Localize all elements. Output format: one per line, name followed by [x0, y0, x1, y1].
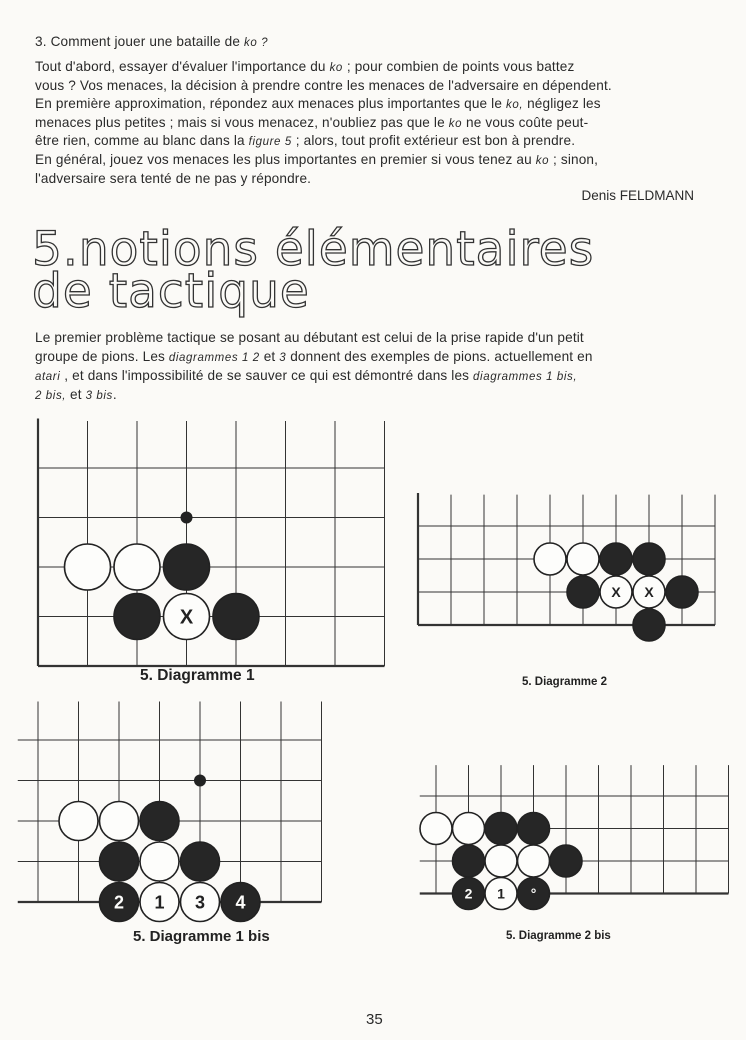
- text-run: ne vous coûte peut-: [462, 114, 589, 130]
- white-stone: [59, 802, 98, 841]
- diagram-1-bis-caption: 5. Diagramme 1 bis: [133, 928, 270, 945]
- stone-label: 1: [154, 892, 165, 913]
- stone-label: X: [179, 606, 194, 629]
- black-stone: [181, 842, 220, 881]
- ko-paragraph: [35, 58, 715, 188]
- diagram-1-caption: 5. Diagramme 1: [140, 667, 255, 684]
- text-run: vous ? Vos menaces, la décision à prendre contre les menaces de l'adversaire en dépendent.: [35, 77, 612, 93]
- marker-dot: [181, 512, 193, 524]
- section_ko.p1-line: [35, 132, 575, 151]
- stone-label: X: [644, 584, 654, 601]
- black-stone: [666, 576, 698, 608]
- diagram-2-caption: 5. Diagramme 2: [522, 676, 608, 688]
- stone-label: X: [611, 584, 621, 601]
- white-stone: [420, 813, 452, 845]
- black-stone: [550, 845, 582, 877]
- text-run: Tout d'abord, essayer d'évaluer l'importance du: [35, 59, 330, 74]
- italic-term: diagrammes 1 bis,: [473, 371, 578, 383]
- italic-term: atari: [35, 371, 61, 383]
- text-run: , et dans l'impossibilité de se sauver ce qui est démontré dans les: [60, 368, 474, 383]
- white-stone: [100, 802, 139, 841]
- board-grid: [38, 419, 385, 667]
- ko-heading-ko: ko: [244, 37, 258, 49]
- ko-heading: [35, 33, 268, 52]
- white-stone: [567, 543, 599, 575]
- section_ko.p1-line: [35, 151, 598, 170]
- white-stone: [114, 544, 160, 590]
- text-run: ; sinon,: [549, 152, 599, 167]
- italic-term: ko: [329, 62, 343, 74]
- section-title-line2: de tactique: [32, 264, 310, 319]
- black-stone: [600, 543, 632, 575]
- stone-label: 4: [235, 892, 246, 913]
- diagram-1-bis: [30, 700, 360, 913]
- italic-term: 2 bis,: [35, 390, 67, 402]
- section_ko.p1-line: [35, 77, 612, 95]
- stone-label: 3: [194, 892, 206, 913]
- signature: Denis FELDMANN: [581, 188, 694, 203]
- text-run: En première approximation, répondez aux menaces plus importantes que le: [35, 96, 506, 112]
- black-stone: [453, 845, 485, 877]
- text-run: .: [112, 387, 117, 402]
- section5.intro-line: [35, 348, 593, 367]
- marker-dot: [194, 775, 206, 787]
- stone-label: 2: [464, 885, 473, 902]
- text-run: ; pour combien de points vous battez: [342, 59, 575, 74]
- text-run: et: [259, 349, 280, 364]
- black-stone: [100, 842, 139, 881]
- text-run: donnent des exemples de pions. actuellement en: [286, 349, 593, 364]
- italic-term: ko: [535, 155, 550, 167]
- italic-term: 3: [279, 352, 287, 364]
- section-title-line1: 5.notions élémentaires: [32, 222, 595, 277]
- black-stone: [140, 802, 179, 841]
- black-stone: [485, 813, 517, 845]
- text-run: et: [66, 387, 86, 402]
- intro-paragraph: [35, 329, 715, 409]
- italic-term: ko,: [505, 99, 524, 112]
- section5.intro-line: [35, 386, 117, 405]
- text-run: être rien, comme au blanc dans la: [35, 133, 249, 149]
- white-stone: [518, 845, 550, 877]
- text-run: l'adversaire sera tenté de ne pas y répondre.: [35, 170, 312, 186]
- section_ko.p1-line: [35, 170, 311, 188]
- ko-heading-text: 3. Comment jouer une bataille de: [35, 34, 241, 49]
- text-run: Le premier problème tactique se posant au débutant est celui de la prise rapide d'un petit: [35, 330, 584, 345]
- page-number: 35: [366, 1011, 383, 1028]
- text-run: ; alors, tout profit extérieur est bon à prendre.: [291, 133, 576, 149]
- diagram-2-bis-caption: 5. Diagramme 2 bis: [506, 930, 611, 942]
- white-stone: [453, 813, 485, 845]
- diagram-2-bis: [418, 790, 728, 905]
- section5.intro-line: [35, 329, 584, 347]
- diagram-2: [410, 520, 720, 635]
- text-run: menaces plus petites ; mais si vous menacez, n'oubliez pas que le: [35, 114, 449, 130]
- white-stone: [140, 842, 179, 881]
- stone-label: °: [530, 885, 537, 902]
- section_ko.p1-line: [35, 95, 601, 114]
- stone-label: 1: [497, 885, 505, 902]
- section_ko.p1-line: [35, 114, 588, 133]
- black-stone: [633, 609, 665, 641]
- diagram-1: [30, 418, 360, 628]
- black-stone: [114, 594, 160, 640]
- black-stone: [633, 543, 665, 575]
- black-stone: [518, 813, 550, 845]
- white-stone: [65, 544, 111, 590]
- italic-term: 3 bis: [85, 390, 113, 402]
- black-stone: [213, 594, 259, 640]
- stone-label: 2: [113, 892, 125, 913]
- section_ko.p1-line: [35, 58, 574, 77]
- italic-term: ko: [448, 117, 463, 130]
- text-run: groupe de pions. Les: [35, 349, 169, 364]
- italic-term: diagrammes 1 2: [168, 352, 260, 364]
- section5.intro-line: [35, 367, 577, 386]
- italic-term: figure 5: [248, 136, 292, 149]
- black-stone: [567, 576, 599, 608]
- white-stone: [485, 845, 517, 877]
- text-run: En général, jouez vos menaces les plus importantes en premier si vous tenez au: [35, 152, 536, 167]
- ko-heading-end: ?: [257, 37, 269, 49]
- white-stone: [534, 543, 566, 575]
- text-run: négligez les: [523, 96, 601, 112]
- black-stone: [164, 544, 210, 590]
